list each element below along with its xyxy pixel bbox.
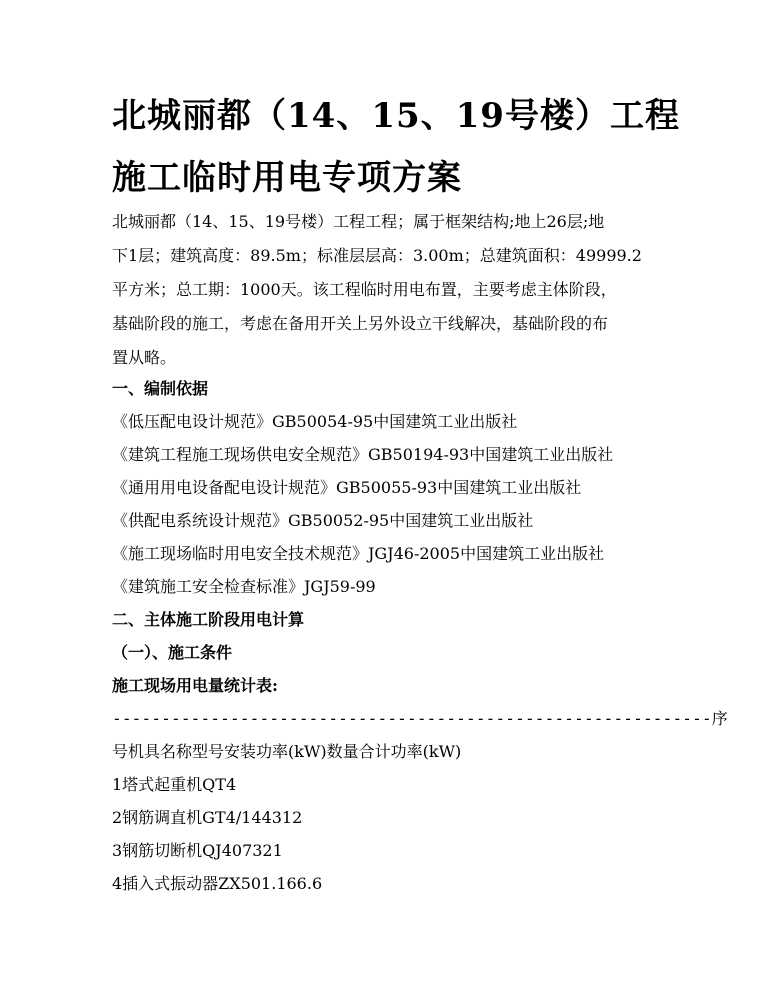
reference-item: 《建筑工程施工现场供电安全规范》GB50194-93中国建筑工业出版社 <box>112 445 614 464</box>
intro-line: 置从略。 <box>112 348 177 367</box>
intro-paragraph <box>112 205 660 375</box>
table-row: 3钢筋切断机QJ407321 <box>112 841 283 860</box>
intro-line: 下1层；建筑高度：89.5m；标准层层高：3.00m；总建筑面积：49999.2 <box>112 246 642 265</box>
reference-item: 《通用用电设备配电设计规范》GB50055-93中国建筑工业出版社 <box>112 478 582 497</box>
document-title-line-1: 北城丽都（14、15、19号楼）工程 <box>112 96 680 136</box>
table-row: 4插入式振动器ZX501.166.6 <box>112 874 323 893</box>
intro-line: 基础阶段的施工，考虑在备用开关上另外设立干线解决，基础阶段的布 <box>112 314 609 333</box>
document-body <box>112 372 729 900</box>
subsection-heading-conditions: （一）、施工条件 <box>112 643 233 662</box>
section-heading-calculation: 二、主体施工阶段用电计算 <box>112 610 305 629</box>
table-row: 1塔式起重机QT4 <box>112 775 237 794</box>
table-row: 2钢筋调直机GT4/144312 <box>112 808 303 827</box>
table-header-row: 号机具名称型号安装功率(kW)数量合计功率(kW) <box>112 742 462 761</box>
reference-item: 《低压配电设计规范》GB50054-95中国建筑工业出版社 <box>112 412 518 431</box>
intro-line: 平方米；总工期：1000天。该工程临时用电布置，主要考虑主体阶段， <box>112 280 617 299</box>
reference-item: 《建筑施工安全检查标准》JGJ59-99 <box>112 577 376 596</box>
section-heading-basis: 一、编制依据 <box>112 379 209 398</box>
reference-item: 《供配电系统设计规范》GB50052-95中国建筑工业出版社 <box>112 511 534 530</box>
table-title: 施工现场用电量统计表: <box>112 676 278 695</box>
reference-item: 《施工现场临时用电安全技术规范》JGJ46-2005中国建筑工业出版社 <box>112 544 605 563</box>
table-divider: -------------------------------------------------------------序 <box>112 709 729 728</box>
intro-line: 北城丽都（14、15、19号楼）工程工程；属于框架结构;地上26层;地 <box>112 212 605 231</box>
document-title-line-2: 施工临时用电专项方案 <box>112 158 462 198</box>
